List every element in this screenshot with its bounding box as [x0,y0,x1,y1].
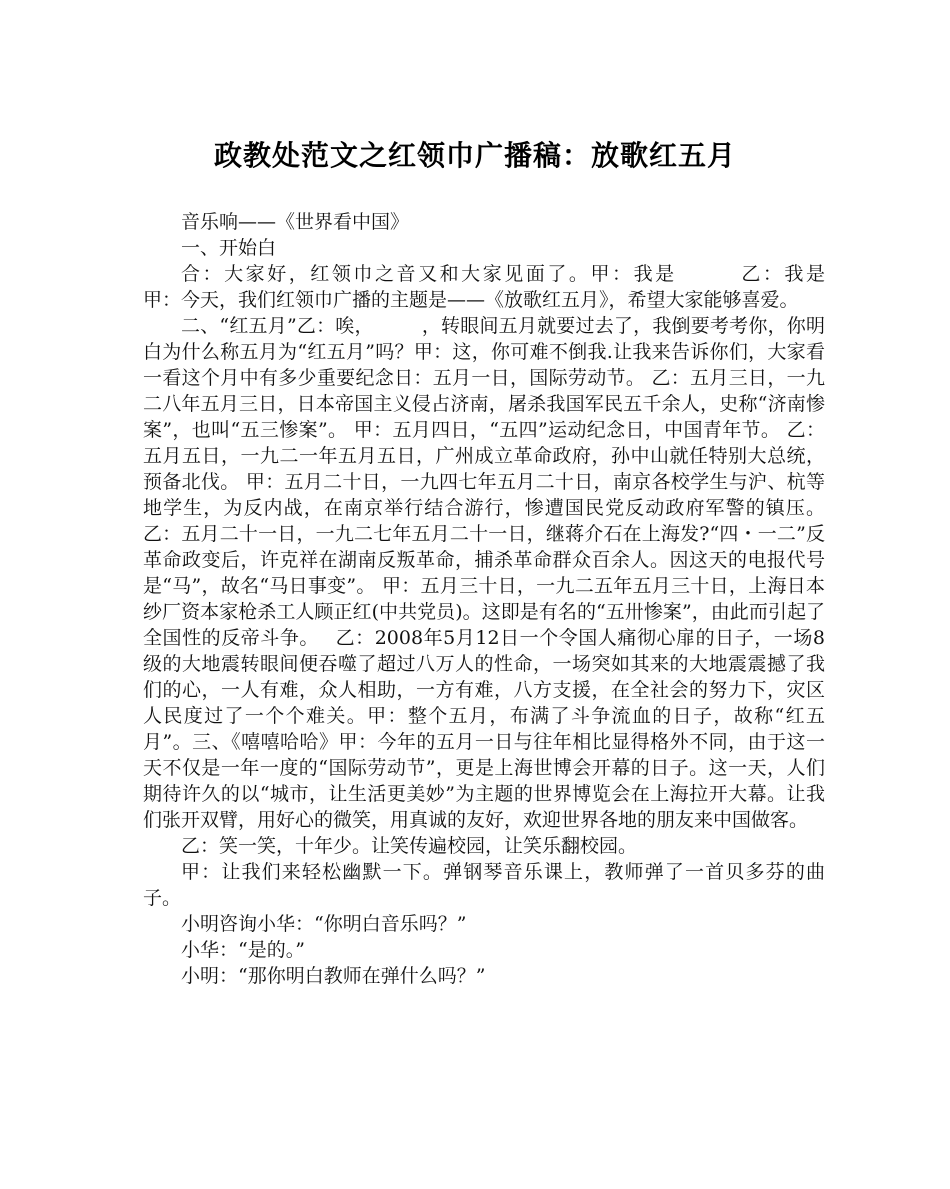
document-body [143,209,883,989]
paragraph: 乙：笑一笑，十年少。让笑传遍校园，让笑乐翻校园。 [181,835,638,857]
paragraph: 小明：“那你明白教师在弹什么吗？” [181,965,486,987]
paragraph: 音乐响——《世界看中国》 [181,211,410,233]
paragraph: 小华：“是的。” [181,939,305,961]
paragraph: 二、“红五月”乙：唉， ，转眼间五月就要过去了，我倒要考考你，你明白为什么称五月为“红五月”吗？甲：这，你可难不倒我.让我来告诉你们，大家看一看这个月中有多少重要纪念日：五月一日，国际劳动节。 乙：五月三日，一九二八年五月三日，日本帝国主义侵占济南，屠杀我国军民五千余人，史称“济南惨案”，也叫“五三惨案”。 甲：五月四日，“五四”运动纪念日，中国青年节。 乙：五月五日，一九二一年五月五日，广州成立革命政府，孙中山就任特别大总统，预备北伐。 甲：五月二十日，一九四七年五月二十日，南京各校学生与沪、杭等地学生，为反内战，在南京举行结合游行，惨遭国民党反动政府军警的镇压。 乙：五月二十一日，一九二七年五月二十一日，继蒋介石在上海发?“四・一二”反革命政变后，许克祥在湖南反叛革命，捕杀革命群众百余人。因这天的电报代号是“马”，故名“马日事变”。 甲：五月三十日，一九二五年五月三十日，上海日本纱厂资本家枪杀工人顾正红(中共党员)。这即是有名的“五卅惨案”，由此而引起了全国性的反帝斗争。 乙：2008年5月12日一个令国人痛彻心扉的日子，一场8级的大地震转眼间便吞噬了超过八万人的性命，一场突如其来的大地震震撼了我们的心，一人有难，众人相助，一方有难，八方支援，在全社会的努力下，灾区人民度过了一个个难关。甲：整个五月，布满了斗争流血的日子，故称“红五月”。三、《嘻嘻哈哈》甲：今年的五月一日与往年相比显得格外不同，由于这一天不仅是一年一度的“国际劳动节”，更是上海世博会开幕的日子。这一天，人们期待许久的以“城市，让生活更美妙”为主题的世界博览会在上海拉开大幕。让我们张开双臂，用好心的微笑，用真诚的友好，欢迎世界各地的朋友来中国做客。 [143,315,825,831]
section-heading: 一、开始白 [181,237,277,259]
paragraph: 甲：让我们来轻松幽默一下。弹钢琴音乐课上，教师弹了一首贝多芬的曲子。 [143,861,825,909]
paragraph: 小明咨询小华：“你明白音乐吗？” [181,913,467,935]
paragraph: 合：大家好，红领巾之音又和大家见面了。甲：我是 乙：我是 甲：今天，我们红领巾广播的主题是——《放歌红五月》，希望大家能够喜爱。 [143,263,883,311]
document-title: 政教处范文之红领巾广播稿：放歌红五月 [213,139,736,172]
